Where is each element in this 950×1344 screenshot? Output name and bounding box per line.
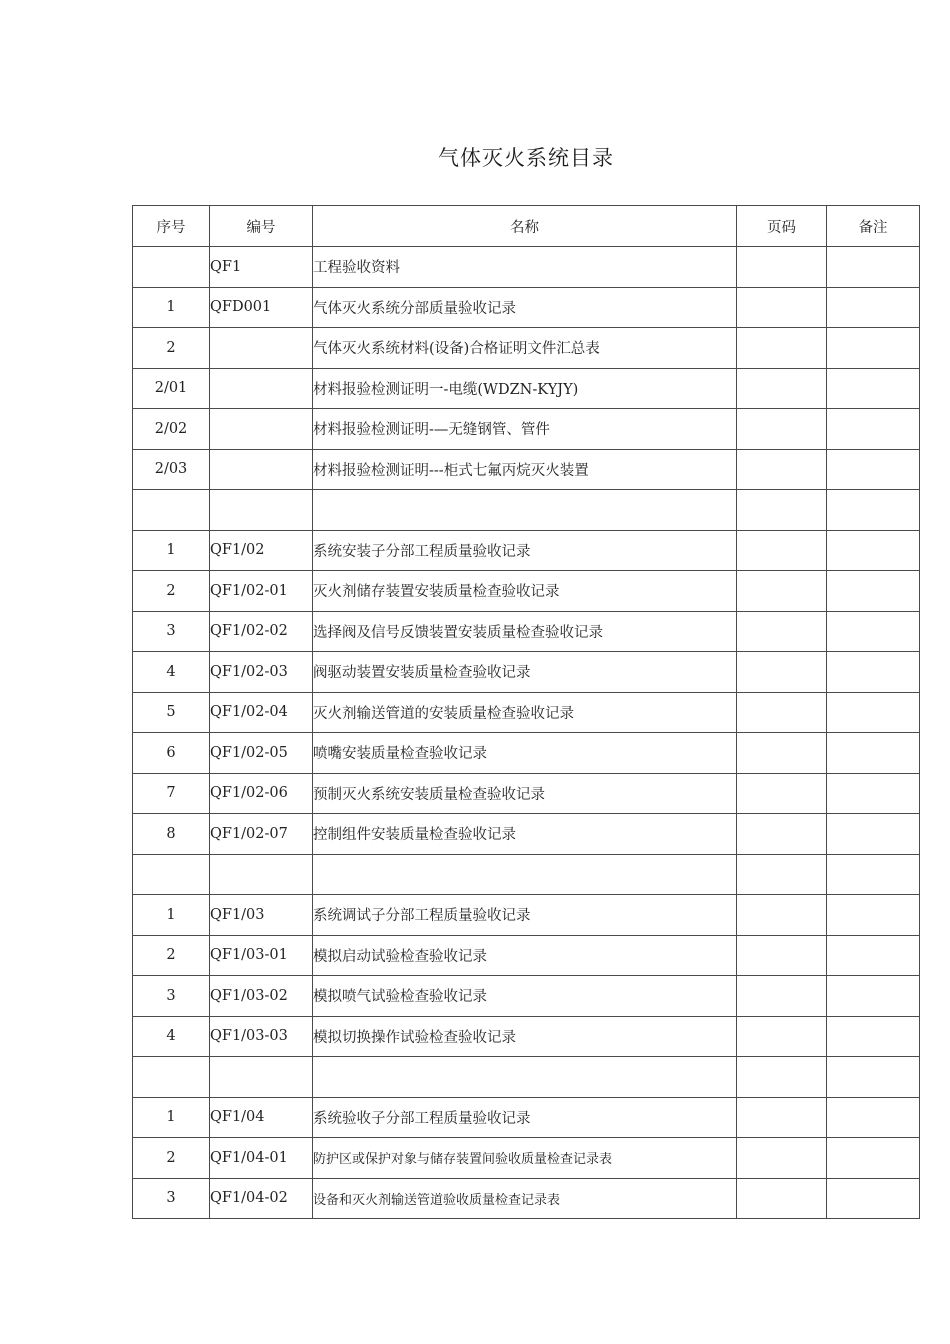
- row-seq-cell: [133, 247, 210, 288]
- row-note-cell: [827, 773, 920, 814]
- row-seq-cell: 4: [133, 652, 210, 693]
- row-name-cell: [313, 1057, 737, 1098]
- row-name-cell: 材料报验检测证明-—无缝钢管、管件: [313, 409, 737, 450]
- row-code-cell: [210, 409, 313, 450]
- row-code-cell: QF1/04: [210, 1097, 313, 1138]
- row-page-cell: [737, 1097, 827, 1138]
- row-name-cell: 模拟启动试验检查验收记录: [313, 935, 737, 976]
- catalog-body: [133, 247, 920, 1219]
- row-code-cell: [210, 490, 313, 531]
- row-seq-cell: 7: [133, 773, 210, 814]
- row-code-cell: QF1/04-02: [210, 1178, 313, 1219]
- row-seq-cell: 1: [133, 895, 210, 936]
- row-name-cell: 设备和灭火剂输送管道验收质量检查记录表: [313, 1178, 737, 1219]
- row-note-cell: [827, 1057, 920, 1098]
- row-note-cell: [827, 895, 920, 936]
- row-seq-cell: 1: [133, 1097, 210, 1138]
- row-code-cell: QF1/03: [210, 895, 313, 936]
- table-row: [133, 895, 920, 936]
- row-note-cell: [827, 652, 920, 693]
- row-seq-cell: 6: [133, 733, 210, 774]
- row-code-cell: [210, 368, 313, 409]
- row-page-cell: [737, 814, 827, 855]
- row-name-cell: 材料报验检测证明---柜式七氟丙烷灭火装置: [313, 449, 737, 490]
- row-page-cell: [737, 449, 827, 490]
- row-name-cell: 阀驱动装置安装质量检查验收记录: [313, 652, 737, 693]
- table-row: [133, 368, 920, 409]
- row-seq-cell: 2/01: [133, 368, 210, 409]
- row-page-cell: [737, 692, 827, 733]
- row-name-cell: 系统安装子分部工程质量验收记录: [313, 530, 737, 571]
- table-row: [133, 571, 920, 612]
- row-note-cell: [827, 571, 920, 612]
- row-seq-cell: 2: [133, 1138, 210, 1179]
- row-page-cell: [737, 247, 827, 288]
- row-page-cell: [737, 490, 827, 531]
- table-row: [133, 652, 920, 693]
- row-code-cell: QF1/03-03: [210, 1016, 313, 1057]
- row-name-cell: 灭火剂储存装置安装质量检查验收记录: [313, 571, 737, 612]
- row-code-cell: QF1/03-02: [210, 976, 313, 1017]
- header-note: 备注: [827, 206, 920, 247]
- row-page-cell: [737, 733, 827, 774]
- document-title: 气体灭火系统目录: [438, 146, 614, 170]
- row-seq-cell: [133, 854, 210, 895]
- row-page-cell: [737, 611, 827, 652]
- row-code-cell: [210, 328, 313, 369]
- table-row: [133, 530, 920, 571]
- row-name-cell: 模拟切换操作试验检查验收记录: [313, 1016, 737, 1057]
- row-page-cell: [737, 976, 827, 1017]
- row-page-cell: [737, 1057, 827, 1098]
- table-row: [133, 611, 920, 652]
- row-seq-cell: 2: [133, 328, 210, 369]
- row-page-cell: [737, 652, 827, 693]
- table-row: [133, 976, 920, 1017]
- row-note-cell: [827, 1178, 920, 1219]
- row-code-cell: [210, 854, 313, 895]
- table-header-row: [133, 206, 920, 247]
- row-note-cell: [827, 490, 920, 531]
- row-code-cell: QF1/02-07: [210, 814, 313, 855]
- row-page-cell: [737, 1138, 827, 1179]
- row-code-cell: QF1/02: [210, 530, 313, 571]
- row-note-cell: [827, 449, 920, 490]
- table-row: [133, 287, 920, 328]
- row-name-cell: 选择阀及信号反馈装置安装质量检查验收记录: [313, 611, 737, 652]
- row-name-cell: 喷嘴安装质量检查验收记录: [313, 733, 737, 774]
- row-note-cell: [827, 530, 920, 571]
- row-code-cell: QF1/02-06: [210, 773, 313, 814]
- row-name-cell: 灭火剂输送管道的安装质量检查验收记录: [313, 692, 737, 733]
- row-name-cell: [313, 490, 737, 531]
- row-page-cell: [737, 409, 827, 450]
- row-code-cell: [210, 1057, 313, 1098]
- row-seq-cell: 4: [133, 1016, 210, 1057]
- row-page-cell: [737, 1016, 827, 1057]
- row-page-cell: [737, 854, 827, 895]
- row-seq-cell: 3: [133, 976, 210, 1017]
- row-seq-cell: 5: [133, 692, 210, 733]
- row-code-cell: QFD001: [210, 287, 313, 328]
- row-seq-cell: 2: [133, 571, 210, 612]
- row-seq-cell: 3: [133, 1178, 210, 1219]
- row-code-cell: QF1/03-01: [210, 935, 313, 976]
- row-seq-cell: 2/03: [133, 449, 210, 490]
- row-note-cell: [827, 287, 920, 328]
- row-code-cell: QF1/02-02: [210, 611, 313, 652]
- table-row: [133, 692, 920, 733]
- row-note-cell: [827, 733, 920, 774]
- row-seq-cell: [133, 1057, 210, 1098]
- row-name-cell: 工程验收资料: [313, 247, 737, 288]
- row-note-cell: [827, 814, 920, 855]
- table-row: [133, 490, 920, 531]
- header-code: 编号: [210, 206, 313, 247]
- row-name-cell: [313, 854, 737, 895]
- table-row: [133, 935, 920, 976]
- row-note-cell: [827, 611, 920, 652]
- row-name-cell: 防护区或保护对象与储存装置间验收质量检查记录表: [313, 1138, 737, 1179]
- row-name-cell: 材料报验检测证明一-电缆(WDZN-KYJY): [313, 368, 737, 409]
- row-name-cell: 控制组件安装质量检查验收记录: [313, 814, 737, 855]
- row-page-cell: [737, 1178, 827, 1219]
- table-row: [133, 1057, 920, 1098]
- row-note-cell: [827, 328, 920, 369]
- table-row: [133, 1016, 920, 1057]
- table-row: [133, 773, 920, 814]
- row-page-cell: [737, 287, 827, 328]
- header-page: 页码: [737, 206, 827, 247]
- row-page-cell: [737, 530, 827, 571]
- row-code-cell: QF1/02-04: [210, 692, 313, 733]
- row-code-cell: QF1/02-01: [210, 571, 313, 612]
- row-page-cell: [737, 895, 827, 936]
- row-code-cell: QF1/04-01: [210, 1138, 313, 1179]
- table-row: [133, 1178, 920, 1219]
- row-seq-cell: 8: [133, 814, 210, 855]
- row-note-cell: [827, 1138, 920, 1179]
- row-note-cell: [827, 247, 920, 288]
- table-row: [133, 328, 920, 369]
- table-row: [133, 854, 920, 895]
- table-row: [133, 449, 920, 490]
- row-note-cell: [827, 692, 920, 733]
- row-name-cell: 模拟喷气试验检查验收记录: [313, 976, 737, 1017]
- row-seq-cell: 2/02: [133, 409, 210, 450]
- row-name-cell: 气体灭火系统材料(设备)合格证明文件汇总表: [313, 328, 737, 369]
- row-page-cell: [737, 773, 827, 814]
- row-code-cell: QF1/02-03: [210, 652, 313, 693]
- row-note-cell: [827, 368, 920, 409]
- row-seq-cell: 2: [133, 935, 210, 976]
- row-note-cell: [827, 409, 920, 450]
- row-note-cell: [827, 935, 920, 976]
- row-code-cell: [210, 449, 313, 490]
- row-note-cell: [827, 1097, 920, 1138]
- row-page-cell: [737, 571, 827, 612]
- row-name-cell: 系统验收子分部工程质量验收记录: [313, 1097, 737, 1138]
- header-seq: 序号: [133, 206, 210, 247]
- row-name-cell: 系统调试子分部工程质量验收记录: [313, 895, 737, 936]
- table-row: [133, 247, 920, 288]
- table-row: [133, 733, 920, 774]
- row-seq-cell: 1: [133, 287, 210, 328]
- row-seq-cell: 1: [133, 530, 210, 571]
- catalog-table: [132, 205, 920, 1219]
- row-page-cell: [737, 328, 827, 369]
- row-seq-cell: [133, 490, 210, 531]
- table-row: [133, 1097, 920, 1138]
- row-seq-cell: 3: [133, 611, 210, 652]
- row-note-cell: [827, 854, 920, 895]
- row-page-cell: [737, 935, 827, 976]
- row-code-cell: QF1/02-05: [210, 733, 313, 774]
- row-page-cell: [737, 368, 827, 409]
- table-row: [133, 409, 920, 450]
- row-note-cell: [827, 1016, 920, 1057]
- table-row: [133, 1138, 920, 1179]
- row-name-cell: 预制灭火系统安装质量检查验收记录: [313, 773, 737, 814]
- row-note-cell: [827, 976, 920, 1017]
- table-row: [133, 814, 920, 855]
- row-name-cell: 气体灭火系统分部质量验收记录: [313, 287, 737, 328]
- header-name: 名称: [313, 206, 737, 247]
- row-code-cell: QF1: [210, 247, 313, 288]
